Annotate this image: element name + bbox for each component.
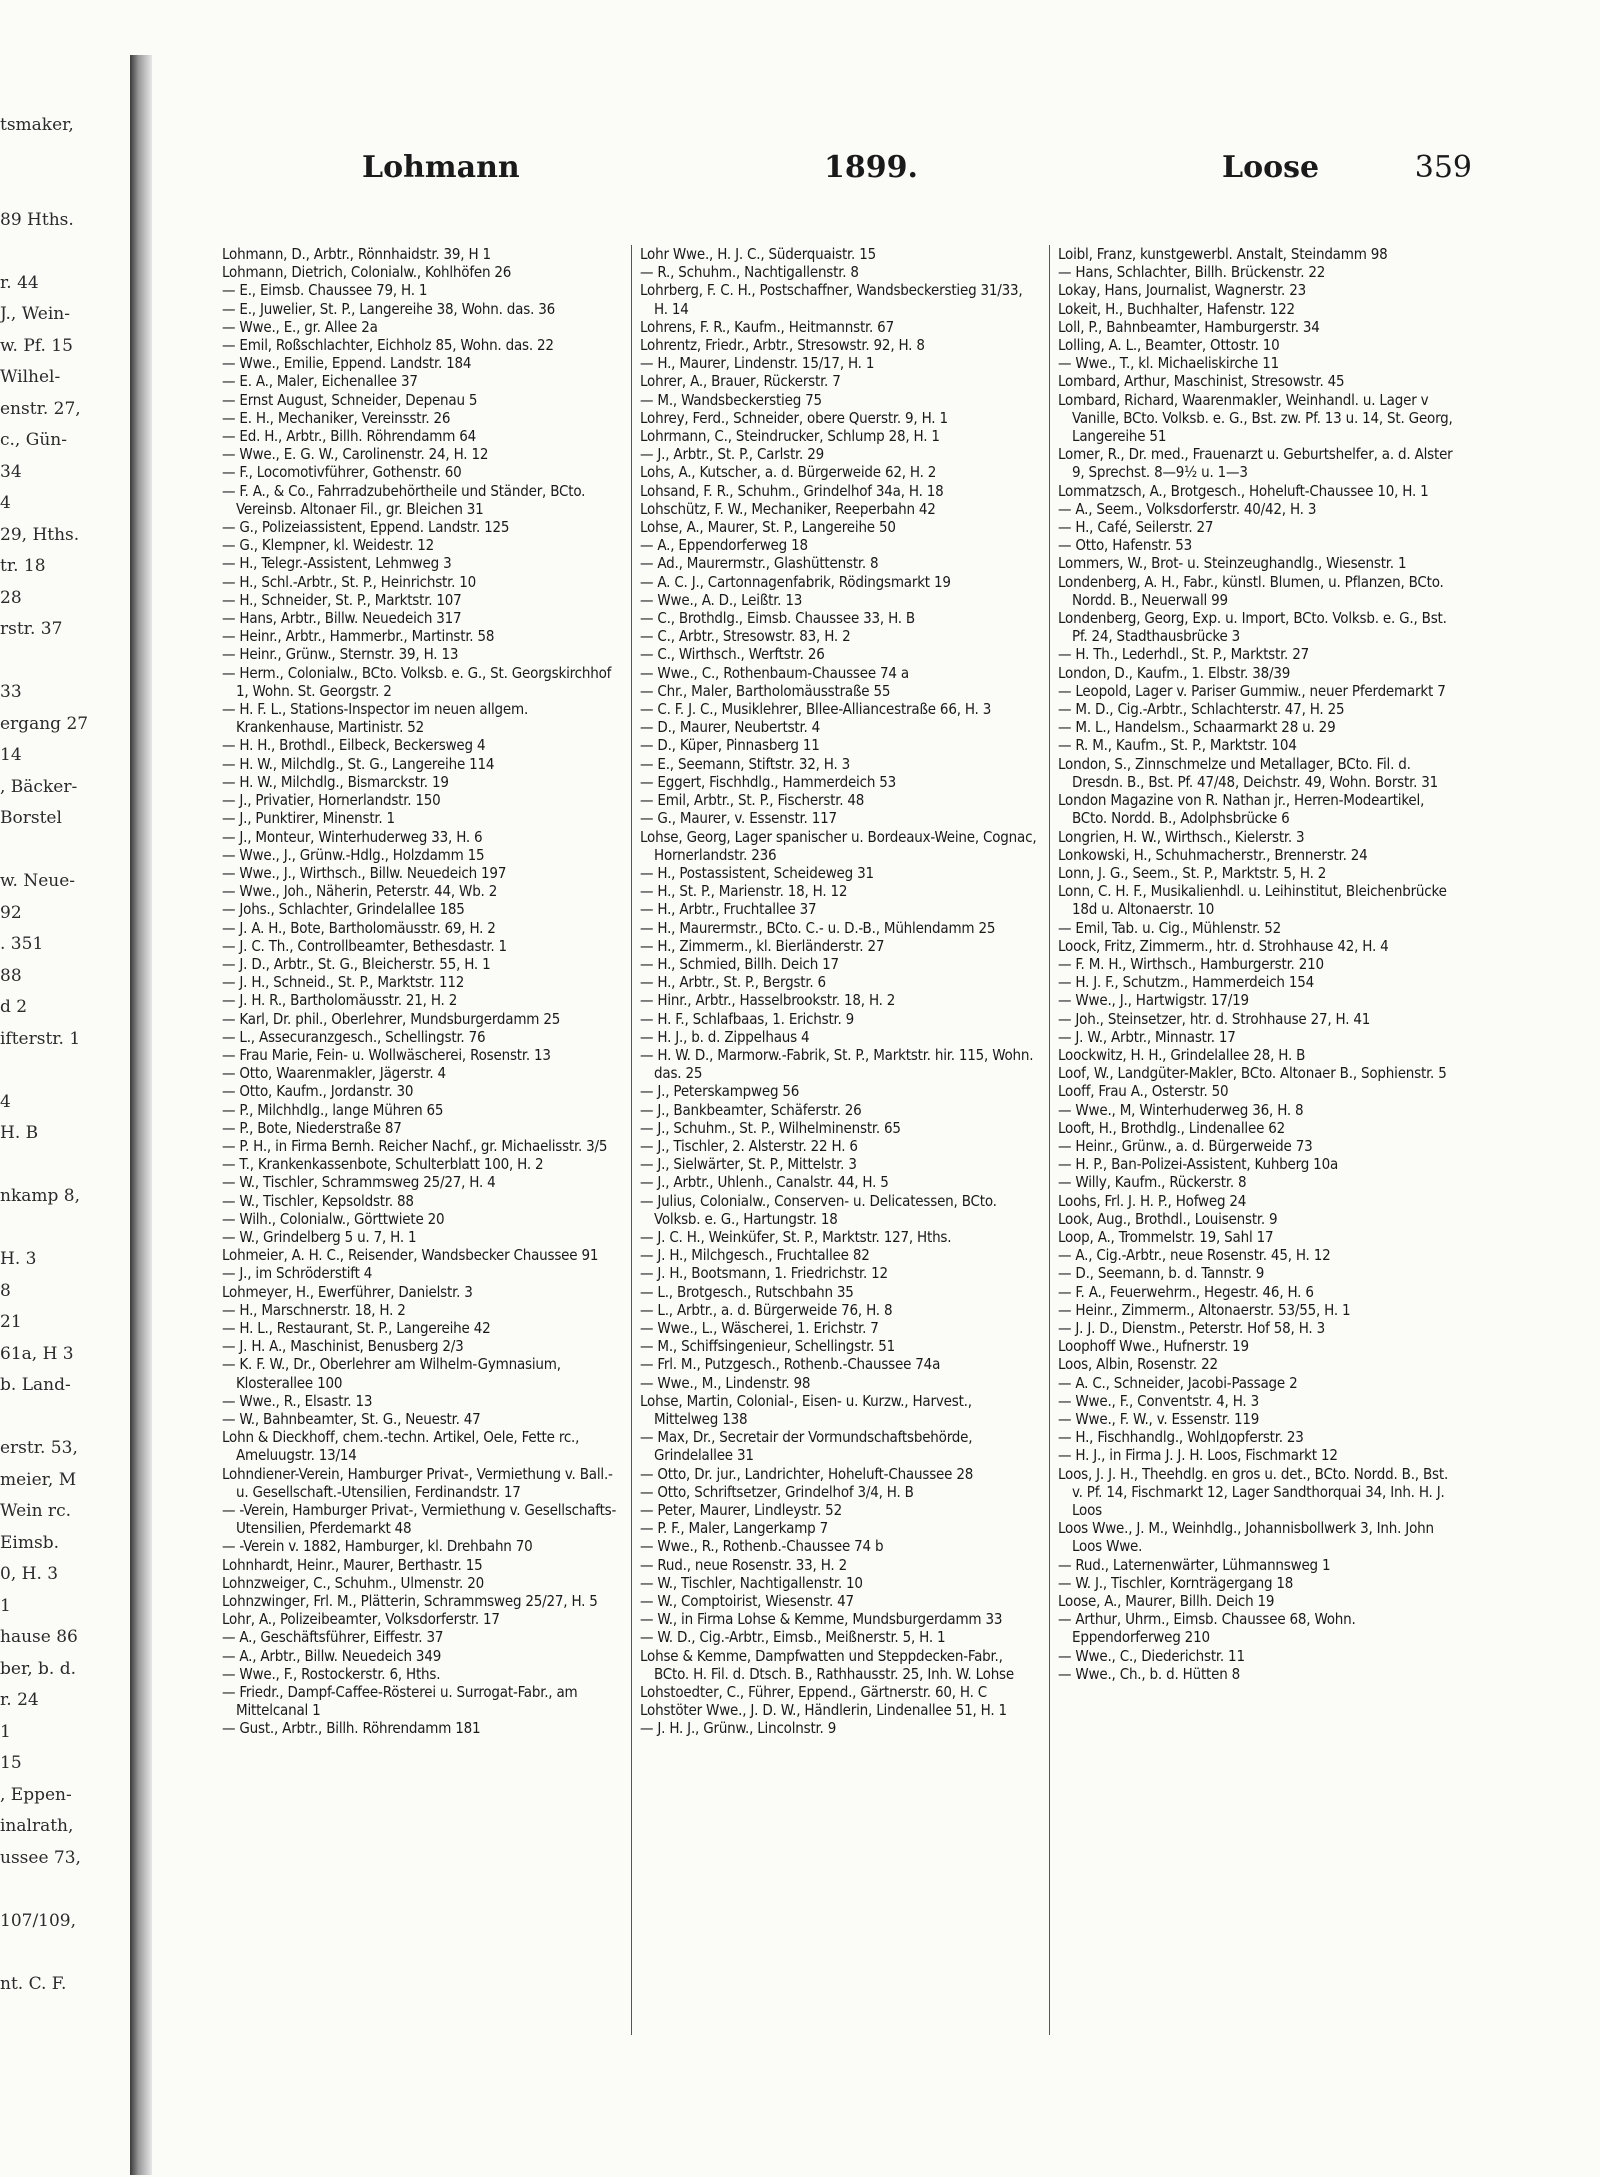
directory-entry: — Wwe., J., Grünw.-Hdlg., Holzdamm 15 xyxy=(222,845,485,864)
previous-page-edge xyxy=(0,110,130,2010)
directory-entry: — F. A., & Co., Fahrradzubehörtheile und Ständer, BCto. Vereinsb. Altonaer Fil., gr. Bleichen 31 xyxy=(222,481,586,518)
previous-page-fragment: w. Pf. 15 xyxy=(0,335,73,356)
previous-page-fragment: Eimsb. xyxy=(0,1532,59,1553)
directory-entry: Loockwitz, H. H., Grindelallee 28, H. B xyxy=(1058,1045,1306,1064)
previous-page-fragment: 92 xyxy=(0,902,22,923)
directory-entry: — A., Seem., Volksdorferstr. 40/42, H. 3 xyxy=(1058,499,1317,518)
previous-page-fragment: 1 xyxy=(0,1595,11,1616)
directory-entry: — F. M. H., Wirthsch., Hamburgerstr. 210 xyxy=(1058,954,1324,973)
directory-entry: — J. C. Th., Controllbeamter, Bethesdastr. 1 xyxy=(222,936,507,955)
directory-entry: — Karl, Dr. phil., Oberlehrer, Mundsburgerdamm 25 xyxy=(222,1009,561,1028)
directory-entry: — Wwe., M., Lindenstr. 98 xyxy=(640,1373,811,1392)
directory-entry: — Wwe., Joh., Näherin, Peterstr. 44, Wb. 2 xyxy=(222,882,498,901)
previous-page-fragment: nkamp 8, xyxy=(0,1186,81,1206)
directory-entry: — Eggert, Fischhdlg., Hammerdeich 53 xyxy=(640,772,897,791)
previous-page-fragment: 14 xyxy=(0,745,22,765)
directory-entry: — A., Cig.-Arbtr., neue Rosenstr. 45, H. 12 xyxy=(1058,1246,1331,1265)
directory-entry: — -Verein v. 1882, Hamburger, kl. Drehbahn 70 xyxy=(222,1537,533,1556)
directory-entry: — H. H., Brothdl., Eilbeck, Beckersweg 4 xyxy=(222,736,486,755)
directory-entry: — Wwe., A. D., Leißtr. 13 xyxy=(640,590,803,609)
directory-entry: — Johs., Schlachter, Grindelallee 185 xyxy=(222,900,465,919)
directory-entry: Lohs, A., Kutscher, a. d. Bürgerweide 62, H. 2 xyxy=(640,463,937,482)
directory-entry: — Otto, Schriftsetzer, Grindelhof 3/4, H. B xyxy=(640,1482,914,1501)
directory-entry: — J. H., Bootsmann, 1. Friedrichstr. 12 xyxy=(640,1264,888,1283)
column-divider xyxy=(631,245,632,2035)
directory-entry: — Otto, Kaufm., Jordanstr. 30 xyxy=(222,1082,414,1101)
previous-page-fragment xyxy=(0,835,130,867)
directory-entry: — Ad., Maurermstr., Glashüttenstr. 8 xyxy=(640,554,879,573)
previous-page-fragment: ussee 73, xyxy=(0,1847,81,1868)
directory-entry: — R., Schuhm., Nachtigallenstr. 8 xyxy=(640,263,859,282)
directory-entry: — H., Schmied, Billh. Deich 17 xyxy=(640,954,839,973)
previous-page-fragment xyxy=(0,1937,130,1969)
directory-entry: — D., Seemann, b. d. Tannstr. 9 xyxy=(1058,1264,1265,1283)
previous-page-fragment: enstr. 27, xyxy=(0,398,81,419)
directory-entry: London, D., Kaufm., 1. Elbstr. 38/39 xyxy=(1058,663,1291,682)
directory-entry: Lommers, W., Brot- u. Steinzeughandlg., Wiesenstr. 1 xyxy=(1058,554,1407,573)
directory-entry: — J., Arbtr., St. P., Carlstr. 29 xyxy=(640,445,824,464)
directory-entry: — J. H., Milchgesch., Fruchtallee 82 xyxy=(640,1246,870,1265)
directory-entry: — W., in Firma Lohse & Kemme, Mundsburgerdamm 33 xyxy=(640,1610,1003,1629)
directory-entry: — H. J., in Firma J. J. H. Loos, Fischmarkt 12 xyxy=(1058,1446,1338,1465)
directory-entry: — E. H., Mechaniker, Vereinsstr. 26 xyxy=(222,408,451,427)
previous-page-fragment: nt. C. F. xyxy=(0,1973,67,1994)
directory-entry: Looff, Frau A., Osterstr. 50 xyxy=(1058,1082,1229,1101)
directory-entry: — Emil, Arbtr., St. P., Fischerstr. 48 xyxy=(640,791,865,810)
previous-page-fragment: 89 Hths. xyxy=(0,209,74,230)
directory-entry: — Wwe., E. G. W., Carolinenstr. 24, H. 12 xyxy=(222,445,489,464)
directory-entry: — W., Comptoirist, Wiesenstr. 47 xyxy=(640,1592,854,1611)
previous-page-fragment: , Bäcker- xyxy=(0,776,78,797)
directory-entry: — A. C., Schneider, Jacobi-Passage 2 xyxy=(1058,1373,1298,1392)
directory-entry: — Hans, Schlachter, Billh. Brückenstr. 22 xyxy=(1058,263,1326,282)
directory-entry: — Ernst August, Schneider, Depenau 5 xyxy=(222,390,478,409)
directory-entry: — Emil, Tab. u. Cig., Mühlenstr. 52 xyxy=(1058,918,1282,937)
previous-page-fragment xyxy=(0,173,130,205)
directory-entry: — H., Arbtr., Fruchtallee 37 xyxy=(640,900,817,919)
directory-entry: — Willy, Kaufm., Rückerstr. 8 xyxy=(1058,1173,1247,1192)
directory-entry: Lohnzweiger, C., Schuhm., Ulmenstr. 20 xyxy=(222,1573,484,1592)
directory-entry: — Wwe., F. W., v. Essenstr. 119 xyxy=(1058,1410,1260,1428)
directory-entry: — J. D., Arbtr., St. G., Bleicherstr. 55, H. 1 xyxy=(222,954,491,973)
directory-entry: Loos, Albin, Rosenstr. 22 xyxy=(1058,1355,1218,1374)
directory-entry: — A., Eppendorferweg 18 xyxy=(640,536,808,555)
directory-entry: Lohrer, A., Brauer, Rückerstr. 7 xyxy=(640,372,841,391)
previous-page-fragment: b. Land- xyxy=(0,1375,71,1395)
previous-page-fragment: J., Wein- xyxy=(0,304,70,324)
directory-entry: — Joh., Steinsetzer, htr. d. Strohhause 27, H. 41 xyxy=(1058,1009,1371,1028)
column-1 xyxy=(222,245,622,2065)
directory-entry: — H., Fischhandlg., Wohlдорferstr. 23 xyxy=(1058,1428,1304,1447)
directory-entry: Loophoff Wwe., Hufnerstr. 19 xyxy=(1058,1337,1249,1356)
directory-entry: Lommatzsch, A., Brotgesch., Hoheluft-Chaussee 10, H. 1 xyxy=(1058,481,1429,500)
directory-entry: — J. A. H., Bote, Bartholomäusstr. 69, H. 2 xyxy=(222,918,496,937)
book-gutter xyxy=(130,55,152,2175)
header-right-keyword: Loose xyxy=(1222,150,1320,185)
previous-page-fragment: ber, b. d. xyxy=(0,1658,76,1679)
directory-entry: — G., Maurer, v. Essenstr. 117 xyxy=(640,809,837,828)
directory-entry: Lonn, J. G., Seem., St. P., Marktstr. 5, H. 2 xyxy=(1058,863,1327,882)
directory-entry: Lohmeier, A. H. C., Reisender, Wandsbecker Chaussee 91 xyxy=(222,1246,599,1265)
directory-entry: — Heinr., Grünw., a. d. Bürgerweide 73 xyxy=(1058,1136,1313,1155)
directory-entry: — Arthur, Uhrm., Eimsb. Chaussee 68, Wohn. Eppendorferweg 210 xyxy=(1058,1610,1356,1647)
directory-entry: — H., Postassistent, Scheideweg 31 xyxy=(640,863,874,882)
directory-entry: Loos, J. J. H., Theehdlg. en gros u. det., BCto. Nordd. B., Bst. v. Pf. 14, Fischmarkt 12, Lager Sandthorquai 34, Inh. H. J. Loos xyxy=(1058,1464,1449,1520)
directory-entry: Lohnhardt, Heinr., Maurer, Berthastr. 15 xyxy=(222,1555,483,1574)
directory-entry: — H., Telegr.-Assistent, Lehmweg 3 xyxy=(222,554,452,573)
directory-entry: — Wwe., Emilie, Eppend. Landstr. 184 xyxy=(222,354,472,373)
previous-page-fragment: hause 86 xyxy=(0,1627,78,1647)
previous-page-fragment: 21 xyxy=(0,1312,22,1332)
directory-entry: — H., Maurermstr., BCto. C.- u. D.-B., Mühlendamm 25 xyxy=(640,918,996,937)
directory-entry: — C. F. J. C., Musiklehrer, Bllee-Alliancestraße 66, H. 3 xyxy=(640,700,992,719)
previous-page-fragment: tsmaker, xyxy=(0,115,74,135)
directory-entry: — W. D., Cig.-Arbtr., Eimsb., Meißnerstr. 5, H. 1 xyxy=(640,1628,946,1647)
directory-entry: Lonkowski, H., Schuhmacherstr., Brennerstr. 24 xyxy=(1058,845,1368,864)
directory-entry: — J., Punktirer, Minenstr. 1 xyxy=(222,809,395,828)
previous-page-fragment: 107/109, xyxy=(0,1910,77,1931)
page-number: 359 xyxy=(1414,150,1472,185)
directory-entry: Lohse, A., Maurer, St. P., Langereihe 50 xyxy=(640,518,896,537)
directory-entry: — Hans, Arbtr., Billw. Neuedeich 317 xyxy=(222,609,462,628)
directory-entry: — H., Marschnerstr. 18, H. 2 xyxy=(222,1300,406,1319)
directory-entry: Lohmeyer, H., Ewerführer, Danielstr. 3 xyxy=(222,1282,473,1301)
directory-entry: — J., Peterskampweg 56 xyxy=(640,1082,800,1101)
previous-page-fragment xyxy=(0,1874,130,1906)
directory-entry: — E., Juwelier, St. P., Langereihe 38, Wohn. das. 36 xyxy=(222,299,556,318)
directory-entry: — J., Privatier, Hornerlandstr. 150 xyxy=(222,791,441,810)
directory-entry: — L., Arbtr., a. d. Bürgerweide 76, H. 8 xyxy=(640,1300,893,1319)
column-divider xyxy=(1049,245,1050,2035)
directory-entry: — J., Schuhm., St. P., Wilhelminenstr. 65 xyxy=(640,1118,901,1137)
directory-entry: — L., Brotgesch., Rutschbahn 35 xyxy=(640,1282,854,1301)
previous-page-fragment: 34 xyxy=(0,461,22,482)
directory-entry: — P., Bote, Niederstraße 87 xyxy=(222,1118,402,1137)
directory-entry: — E. A., Maler, Eichenallee 37 xyxy=(222,372,418,391)
directory-entry: — H., Arbtr., St. P., Bergstr. 6 xyxy=(640,973,826,992)
directory-entry: Lombard, Richard, Waarenmakler, Weinhandl. u. Lager v Vanille, BCto. Volksb. e. G., Bst. zw. Pf. 13 u. 14, St. Georg, Langereihe 51 xyxy=(1058,390,1453,446)
directory-entry: — L., Assecuranzgesch., Schellingstr. 76 xyxy=(222,1027,486,1046)
directory-entry: — Ed. H., Arbtr., Billh. Röhrendamm 64 xyxy=(222,427,477,446)
previous-page-fragment: tr. 18 xyxy=(0,556,46,576)
previous-page-fragment: w. Neue- xyxy=(0,871,76,891)
column-3 xyxy=(1058,245,1458,2065)
directory-entry: — M. D., Cig.-Arbtr., Schlachterstr. 47, H. 25 xyxy=(1058,700,1345,719)
directory-entry: — H. Th., Lederhdl., St. P., Marktstr. 27 xyxy=(1058,645,1309,664)
directory-entry: — Heinr., Arbtr., Hammerbr., Martinstr. 58 xyxy=(222,627,495,646)
previous-page-fragment xyxy=(0,1150,130,1182)
directory-entry: Lokay, Hans, Journalist, Wagnerstr. 23 xyxy=(1058,281,1306,300)
directory-entry: — Max, Dr., Secretair der Vormundschaftsbehörde, Grindelallee 31 xyxy=(640,1428,973,1465)
directory-entry: — Otto, Waarenmakler, Jägerstr. 4 xyxy=(222,1064,446,1083)
previous-page-fragment xyxy=(0,142,130,174)
directory-entry: — H. W. D., Marmorw.-Fabrik, St. P., Marktstr. hir. 115, Wohn. das. 25 xyxy=(640,1045,1034,1083)
previous-page-fragment: 8 xyxy=(0,1280,11,1301)
directory-entry: — Herm., Colonialw., BCto. Volksb. e. G., St. Georgskirchhof 1, Wohn. St. Georgstr. 2 xyxy=(222,663,612,700)
directory-entry: — M., Schiffsingenieur, Schellingstr. 51 xyxy=(640,1337,896,1356)
directory-entry: — J. H. R., Bartholomäusstr. 21, H. 2 xyxy=(222,991,458,1010)
directory-entry: Loof, W., Landgüter-Makler, BCto. Altonaer B., Sophienstr. 5 xyxy=(1058,1064,1447,1083)
previous-page-fragment: c., Gün- xyxy=(0,430,67,450)
header-left-keyword: Lohmann xyxy=(362,150,520,185)
directory-entry: — M. L., Handelsm., Schaarmarkt 28 u. 29 xyxy=(1058,718,1336,737)
previous-page-fragment: ifterstr. 1 xyxy=(0,1028,81,1049)
directory-entry: — H., Schl.-Arbtr., St. P., Heinrichstr. 10 xyxy=(222,572,477,591)
directory-entry: Loop, A., Trommelstr. 19, Sahl 17 xyxy=(1058,1227,1274,1246)
directory-entry: Lohse, Georg, Lager spanischer u. Bordeaux-Weine, Cognac, Hornerlandstr. 236 xyxy=(640,827,1037,864)
directory-entry: — W., Tischler, Schrammsweg 25/27, H. 4 xyxy=(222,1173,496,1192)
directory-entry: — D., Maurer, Neubertstr. 4 xyxy=(640,718,821,737)
directory-entry: — J. H. J., Grünw., Lincolnstr. 9 xyxy=(640,1719,837,1738)
directory-entry: Lohrberg, F. C. H., Postschaffner, Wandsbeckerstieg 31/33, H. 14 xyxy=(640,281,1023,318)
previous-page-fragment: r. 44 xyxy=(0,272,39,293)
previous-page-fragment: 33 xyxy=(0,682,22,702)
previous-page-fragment: rstr. 37 xyxy=(0,619,63,639)
directory-entry: — W., Grindelberg 5 u. 7, H. 1 xyxy=(222,1227,417,1246)
directory-entry: — T., Krankenkassenbote, Schulterblatt 100, H. 2 xyxy=(222,1155,544,1174)
directory-entry: Lohrey, Ferd., Schneider, obere Querstr. 9, H. 1 xyxy=(640,408,948,427)
directory-entry: — H. J. F., Schutzm., Hammerdeich 154 xyxy=(1058,973,1315,992)
directory-entry: Loock, Fritz, Zimmerm., htr. d. Strohhause 42, H. 4 xyxy=(1058,936,1389,955)
directory-entry: — H. P., Ban-Polizei-Assistent, Kuhberg 10a xyxy=(1058,1155,1339,1174)
directory-entry: — Wwe., Ch., b. d. Hütten 8 xyxy=(1058,1664,1241,1683)
directory-entry: — Heinr., Zimmerm., Altonaerstr. 53/55, H. 1 xyxy=(1058,1300,1351,1319)
previous-page-fragment: . 351 xyxy=(0,934,44,954)
column-2 xyxy=(640,245,1040,2065)
directory-entry: Londenberg, A. H., Fabr., künstl. Blumen, u. Pflanzen, BCto. Nordd. B., Neuerwall 99 xyxy=(1058,572,1444,609)
directory-entry: Lohrentz, Friedr., Arbtr., Stresowstr. 92, H. 8 xyxy=(640,336,925,355)
directory-entry: — Wwe., E., gr. Allee 2a xyxy=(222,317,378,336)
directory-entry: — J., Arbtr., Uhlenh., Canalstr. 44, H. 5 xyxy=(640,1173,889,1192)
directory-entry: Lolling, A. L., Beamter, Ottostr. 10 xyxy=(1058,336,1280,355)
directory-entry: Lokeit, H., Buchhalter, Hafenstr. 122 xyxy=(1058,299,1295,318)
directory-entry: — W. J., Tischler, Kornträgergang 18 xyxy=(1058,1573,1294,1592)
directory-entry: — J., im Schröderstift 4 xyxy=(222,1264,373,1283)
directory-entry: — J., Tischler, 2. Alsterstr. 22 H. 6 xyxy=(640,1136,858,1155)
directory-entry: — Frau Marie, Fein- u. Wollwäscherei, Rosenstr. 13 xyxy=(222,1045,551,1064)
directory-entry: — Wwe., M, Winterhuderweg 36, H. 8 xyxy=(1058,1100,1304,1119)
directory-entry: — Wwe., C., Diederichstr. 11 xyxy=(1058,1646,1245,1665)
previous-page-fragment: 29, Hths. xyxy=(0,524,80,545)
directory-entry: Lohsand, F. R., Schuhm., Grindelhof 34a, H. 18 xyxy=(640,481,944,500)
directory-entry: — W., Bahnbeamter, St. G., Neuestr. 47 xyxy=(222,1410,481,1428)
directory-entry: Lohr Wwe., H. J. C., Süderquaistr. 15 xyxy=(640,245,876,263)
previous-page-fragment: d 2 xyxy=(0,997,28,1017)
directory-entry: — H. F. L., Stations-Inspector im neuen allgem. Krankenhause, Martinistr. 52 xyxy=(222,700,529,737)
previous-page-fragment: 15 xyxy=(0,1753,22,1773)
previous-page-fragment xyxy=(0,1055,130,1087)
page-header xyxy=(222,150,1472,220)
directory-entry: Loos Wwe., J. M., Weinhdlg., Johannisbollwerk 3, Inh. John Loos Wwe. xyxy=(1058,1519,1434,1556)
directory-entry: Lohschütz, F. W., Mechaniker, Reeperbahn 42 xyxy=(640,499,936,518)
previous-page-fragment: erstr. 53, xyxy=(0,1438,78,1458)
directory-entry: Loohs, Frl. J. H. P., Hofweg 24 xyxy=(1058,1191,1247,1210)
directory-entry: — C., Brothdlg., Eimsb. Chaussee 33, H. B xyxy=(640,609,915,628)
directory-entry: Lohr, A., Polizeibeamter, Volksdorferstr. 17 xyxy=(222,1610,500,1629)
directory-entry: Lohmann, Dietrich, Colonialw., Kohlhöfen 26 xyxy=(222,263,512,282)
previous-page-fragment: 1 xyxy=(0,1721,11,1742)
directory-entry: Lombard, Arthur, Maschinist, Stresowstr. 45 xyxy=(1058,372,1345,391)
directory-entry: — R. M., Kaufm., St. P., Marktstr. 104 xyxy=(1058,736,1297,755)
previous-page-fragment: inalrath, xyxy=(0,1816,74,1836)
directory-entry: — J. J. D., Dienstm., Peterstr. Hof 58, H. 3 xyxy=(1058,1318,1325,1337)
directory-entry: — H., Café, Seilerstr. 27 xyxy=(1058,518,1214,537)
directory-entry: — Wwe., J., Wirthsch., Billw. Neuedeich 197 xyxy=(222,863,507,882)
directory-entry: Londenberg, Georg, Exp. u. Import, BCto. Volksb. e. G., Bst. Pf. 24, Stadthausbrücke 3 xyxy=(1058,609,1447,646)
previous-page-fragment xyxy=(0,1213,130,1245)
previous-page-fragment: 4 xyxy=(0,1091,11,1112)
directory-entry: — Otto, Dr. jur., Landrichter, Hoheluft-Chaussee 28 xyxy=(640,1464,974,1483)
directory-entry: — Otto, Hafenstr. 53 xyxy=(1058,536,1193,555)
directory-page xyxy=(222,150,1472,2050)
previous-page-fragment xyxy=(0,646,130,678)
directory-entry: — Hinr., Arbtr., Hasselbrookstr. 18, H. 2 xyxy=(640,991,896,1010)
previous-page-fragment: H. 3 xyxy=(0,1249,37,1269)
directory-entry: Lohrens, F. R., Kaufm., Heitmannstr. 67 xyxy=(640,317,894,336)
directory-entry: — Wwe., T., kl. Michaeliskirche 11 xyxy=(1058,354,1279,373)
previous-page-fragment: 88 xyxy=(0,965,22,986)
directory-entry: — J. W., Arbtr., Minnastr. 17 xyxy=(1058,1027,1236,1046)
directory-entry: — Rud., neue Rosenstr. 33, H. 2 xyxy=(640,1555,847,1574)
directory-entry: Lonn, C. H. F., Musikalienhdl. u. Leihinstitut, Bleichenbrücke 18d u. Altonaerstr. 10 xyxy=(1058,882,1447,919)
directory-entry: — F., Locomotivführer, Gothenstr. 60 xyxy=(222,463,462,482)
directory-entry: — Chr., Maler, Bartholomäusstraße 55 xyxy=(640,681,891,700)
directory-entry: — H. J., b. d. Zippelhaus 4 xyxy=(640,1027,810,1046)
directory-entry: Lohse, Martin, Colonial-, Eisen- u. Kurzw., Harvest., Mittelweg 138 xyxy=(640,1391,972,1428)
previous-page-fragment: Wilhel- xyxy=(0,367,61,387)
directory-entry: Look, Aug., Brothdl., Louisenstr. 9 xyxy=(1058,1209,1278,1228)
directory-entry: — A. C. J., Cartonnagenfabrik, Rödingsmarkt 19 xyxy=(640,572,951,591)
directory-entry: Lohmann, D., Arbtr., Rönnhaidstr. 39, H 1 xyxy=(222,245,491,263)
directory-entry: — H., St. P., Marienstr. 18, H. 12 xyxy=(640,882,848,901)
directory-entry: Lohndiener-Verein, Hamburger Privat-, Vermiethung v. Ball.- u. Gesellschaft.-Utensilien, Ferdinandstr. 17 xyxy=(222,1464,613,1501)
directory-entry: Loll, P., Bahnbeamter, Hamburgerstr. 34 xyxy=(1058,317,1320,336)
directory-entry: Loose, A., Maurer, Billh. Deich 19 xyxy=(1058,1592,1275,1611)
directory-entry: — H. F., Schlafbaas, 1. Erichstr. 9 xyxy=(640,1009,855,1028)
directory-entry: Lohstöter Wwe., J. D. W., Händlerin, Lindenallee 51, H. 1 xyxy=(640,1701,1007,1720)
directory-entry: — J. H. A., Maschinist, Benusberg 2/3 xyxy=(222,1337,464,1356)
directory-entry: Lohse & Kemme, Dampfwatten und Steppdecken-Fabr., BCto. H. Fil. d. Dtsch. B., Rathhausstr. 25, Inh. W. Lohse xyxy=(640,1646,1014,1683)
previous-page-fragment xyxy=(0,1402,130,1434)
previous-page-fragment: 28 xyxy=(0,587,22,608)
header-year: 1899. xyxy=(824,150,918,185)
directory-entry: — Wwe., R., Rothenb.-Chaussee 74 b xyxy=(640,1537,884,1556)
directory-entry: — P., Milchhdlg., lange Mühren 65 xyxy=(222,1100,444,1119)
directory-entry: Lohrmann, C., Steindrucker, Schlump 28, H. 1 xyxy=(640,427,940,446)
directory-entry: — Wwe., J., Hartwigstr. 17/19 xyxy=(1058,991,1249,1010)
directory-entry: — E., Eimsb. Chaussee 79, H. 1 xyxy=(222,281,428,300)
directory-entry: Looft, H., Brothdlg., Lindenallee 62 xyxy=(1058,1118,1286,1137)
directory-entry: Lohnzwinger, Frl. M., Plätterin, Schrammsweg 25/27, H. 5 xyxy=(222,1592,598,1611)
directory-entry: — M., Wandsbeckerstieg 75 xyxy=(640,390,822,409)
directory-entry: Lomer, R., Dr. med., Frauenarzt u. Geburtshelfer, a. d. Alster 9, Sprechst. 8—9½ u. 1—3 xyxy=(1058,445,1453,482)
directory-entry: — J., Bankbeamter, Schäferstr. 26 xyxy=(640,1100,862,1119)
directory-entry: — H. L., Restaurant, St. P., Langereihe 42 xyxy=(222,1318,491,1337)
directory-entry: Longrien, H. W., Wirthsch., Kielerstr. 3 xyxy=(1058,827,1305,846)
directory-entry: — G., Klempner, kl. Weidestr. 12 xyxy=(222,536,435,555)
directory-entry: Lohstoedter, C., Führer, Eppend., Gärtnerstr. 60, H. C xyxy=(640,1683,987,1702)
directory-entry: — J., Sielwärter, St. P., Mittelstr. 3 xyxy=(640,1155,857,1174)
directory-entry: — Julius, Colonialw., Conserven- u. Delicatessen, BCto. Volksb. e. G., Hartungstr. 18 xyxy=(640,1191,997,1228)
previous-page-fragment: ergang 27 xyxy=(0,713,89,734)
directory-entry: — P. H., in Firma Bernh. Reicher Nachf., gr. Michaelisstr. 3/5 xyxy=(222,1136,608,1155)
previous-page-fragment xyxy=(0,236,130,268)
directory-entry: — Wwe., F., Conventstr. 4, H. 3 xyxy=(1058,1391,1259,1410)
previous-page-fragment: 4 xyxy=(0,493,11,513)
directory-entry: — H., Maurer, Lindenstr. 15/17, H. 1 xyxy=(640,354,875,373)
previous-page-fragment: r. 24 xyxy=(0,1690,39,1710)
directory-entry: — Heinr., Grünw., Sternstr. 39, H. 13 xyxy=(222,645,459,664)
directory-entry: — W., Tischler, Nachtigallenstr. 10 xyxy=(640,1573,863,1592)
previous-page-fragment: meier, M xyxy=(0,1469,77,1490)
directory-entry: — Friedr., Dampf-Caffee-Rösterei u. Surrogat-Fabr., am Mittelcanal 1 xyxy=(222,1683,578,1720)
directory-entry: — E., Seemann, Stiftstr. 32, H. 3 xyxy=(640,754,851,773)
directory-entry: — A., Arbtr., Billw. Neuedeich 349 xyxy=(222,1646,442,1665)
directory-entry: — K. F. W., Dr., Oberlehrer am Wilhelm-Gymnasium, Klosterallee 100 xyxy=(222,1355,561,1392)
directory-entry: — Wwe., L., Wäscherei, 1. Erichstr. 7 xyxy=(640,1318,879,1337)
directory-entry: — H. W., Milchdlg., Bismarckstr. 19 xyxy=(222,772,449,791)
directory-entry: — P. F., Maler, Langerkamp 7 xyxy=(640,1519,829,1538)
directory-entry: — H., Schneider, St. P., Marktstr. 107 xyxy=(222,590,462,609)
directory-entry: London Magazine von R. Nathan jr., Herren-Modeartikel, BCto. Nordd. B., Adolphsbrücke 6 xyxy=(1058,791,1425,828)
directory-entry: — J., Monteur, Winterhuderweg 33, H. 6 xyxy=(222,827,483,846)
directory-entry: — C., Arbtr., Stresowstr. 83, H. 2 xyxy=(640,627,851,646)
directory-entry: — Wwe., R., Elsastr. 13 xyxy=(222,1391,373,1410)
directory-entry: — H., Zimmerm., kl. Bierländerstr. 27 xyxy=(640,936,885,955)
directory-entry: — H. W., Milchdlg., St. G., Langereihe 114 xyxy=(222,754,495,773)
directory-entry: — Wwe., C., Rothenbaum-Chaussee 74 a xyxy=(640,663,909,682)
directory-entry: — G., Polizeiassistent, Eppend. Landstr. 125 xyxy=(222,518,510,537)
previous-page-fragment: H. B xyxy=(0,1123,39,1143)
directory-entry: — C., Wirthsch., Werftstr. 26 xyxy=(640,645,825,664)
directory-entry: — A., Geschäftsführer, Eiffestr. 37 xyxy=(222,1628,444,1647)
previous-page-fragment: Wein rc. xyxy=(0,1501,71,1521)
directory-entry: — Wwe., F., Rostockerstr. 6, Hths. xyxy=(222,1664,441,1683)
directory-entry: — -Verein, Hamburger Privat-, Vermiethung v. Gesellschafts-Utensilien, Pferdemarkt 48 xyxy=(222,1501,617,1538)
directory-entry: — Wilh., Colonialw., Görttwiete 20 xyxy=(222,1209,445,1228)
directory-entry: — Frl. M., Putzgesch., Rothenb.-Chaussee 74a xyxy=(640,1355,941,1374)
previous-page-fragment: , Eppen- xyxy=(0,1784,72,1805)
directory-entry: — Peter, Maurer, Lindleystr. 52 xyxy=(640,1501,842,1520)
previous-page-fragment: Borstel xyxy=(0,808,62,828)
directory-entry: Lohn & Dieckhoff, chem.-techn. Artikel, Oele, Fette rc., Ameluugstr. 13/14 xyxy=(222,1428,580,1465)
directory-entry: — F. A., Feuerwehrm., Hegestr. 46, H. 6 xyxy=(1058,1282,1314,1301)
directory-entry: — J. C. H., Weinküfer, St. P., Marktstr. 127, Hths. xyxy=(640,1227,952,1246)
directory-entry: — D., Küper, Pinnasberg 11 xyxy=(640,736,820,755)
directory-entry: — J. H., Schneid., St. P., Marktstr. 112 xyxy=(222,973,465,992)
previous-page-fragment: 61a, H 3 xyxy=(0,1343,74,1364)
directory-entry: Loibl, Franz, kunstgewerbl. Anstalt, Steindamm 98 xyxy=(1058,245,1388,263)
directory-entry: — Leopold, Lager v. Pariser Gummiw., neuer Pferdemarkt 7 xyxy=(1058,681,1446,700)
directory-entry: London, S., Zinnschmelze und Metallager, BCto. Fil. d. Dresdn. B., Bst. Pf. 47/48, Deichstr. 49, Wohn. Borstr. 31 xyxy=(1058,754,1439,791)
directory-entry: — Gust., Arbtr., Billh. Röhrendamm 181 xyxy=(222,1719,481,1738)
previous-page-fragment: 0, H. 3 xyxy=(0,1564,59,1584)
directory-entry: — Emil, Roßschlachter, Eichholz 85, Wohn. das. 22 xyxy=(222,336,554,355)
directory-entry: — W., Tischler, Kepsoldstr. 88 xyxy=(222,1191,414,1210)
directory-entry: — Rud., Laternenwärter, Lühmannsweg 1 xyxy=(1058,1555,1331,1574)
